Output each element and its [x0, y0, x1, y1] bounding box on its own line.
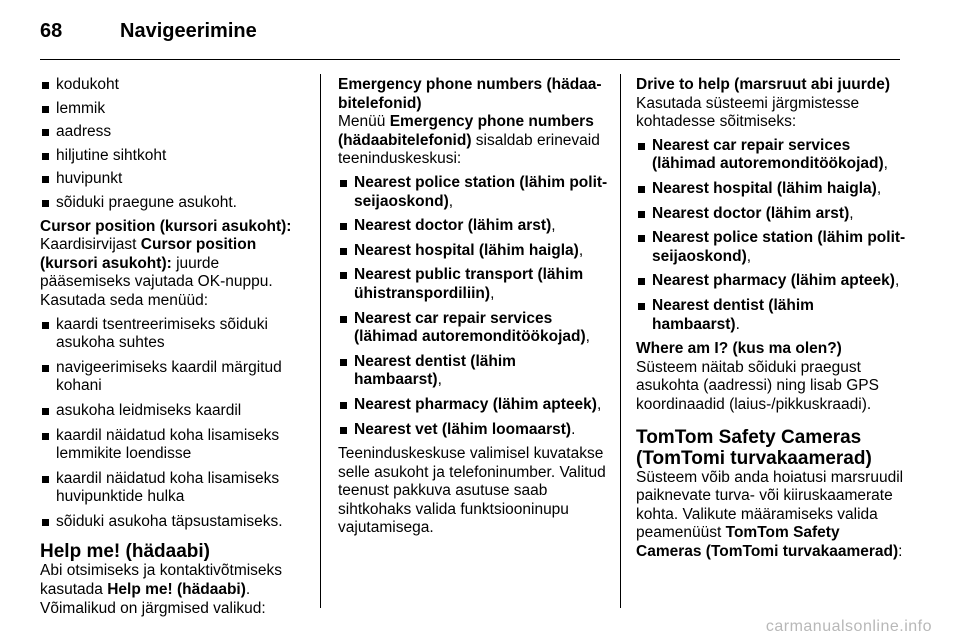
service-name: Nearest police station (lähim politseijaoskond): [652, 229, 906, 265]
text-run: ,: [578, 241, 584, 259]
help-me-heading: Help me! (hädaabi): [40, 541, 210, 563]
list-item: sõiduki praegune asukoht.: [40, 194, 312, 213]
tomtom-cameras-heading: TomTom Safety Cameras (TomTomi turvakaamerad): [636, 426, 872, 469]
cursor-position-heading: Cursor position (kursori asukoht):: [40, 217, 292, 235]
help-me-options-intro: Võimalikud on järgmised valikud:: [40, 599, 266, 617]
column-3: [636, 76, 906, 561]
service-name: Nearest car repair services (lähimad autoremonditöökojad): [354, 309, 586, 346]
text-run: .: [245, 581, 251, 599]
menu-name: Cursor position (kursori asukoht):: [40, 236, 257, 272]
emergency-numbers-heading: Emergency phone numbers (hädaabitelefonid): [338, 76, 602, 112]
text-run: ,: [490, 284, 495, 302]
list-item: [338, 217, 608, 236]
text-run: juurde pääsemiseks vajutada OK-nuppu. Kasutada seda menüüd:: [40, 254, 273, 309]
list-item: aadress: [40, 123, 312, 142]
list-item: kodukoht: [40, 76, 312, 95]
column-2: [338, 76, 608, 538]
service-name: Nearest pharmacy (lähim apteek): [354, 395, 597, 413]
list-item: [338, 396, 608, 415]
list-item: kaardil näidatud koha lisamiseks lemmikite loendisse: [40, 427, 312, 464]
header-rule: [40, 59, 900, 60]
list-item: asukoha leidmiseks kaardil: [40, 402, 312, 421]
where-am-i-text: Süsteem näitab sõiduki praegust asukohta (aadressi) ning lisab GPS koordinaadid (laius-/pikkuskraadi).: [636, 358, 879, 413]
service-name: Nearest car repair services (lähimad autoremonditöökojad): [652, 136, 884, 173]
list-item: [338, 266, 608, 303]
list-item: [338, 353, 608, 390]
text-run: Abi otsimiseks ja kontaktivõtmiseks kasutada: [40, 562, 283, 599]
service-name: Nearest doctor (lähim arst): [354, 217, 552, 235]
service-selection-text: Teeninduskeskuse valimisel kuvatakse selle asukoht ja telefoninumber. Valitud teenust pakkuva asutuse saab sihtkohaks valida funktsiooninupu vajutamisega.: [338, 445, 606, 537]
list-item: kaardil näidatud koha lisamiseks huvipunktide hulka: [40, 470, 312, 507]
emergency-numbers-text: [338, 113, 608, 169]
text-run: ,: [876, 179, 882, 197]
column-1: [40, 76, 312, 618]
text-run: ,: [585, 328, 590, 346]
text-run: ,: [551, 217, 556, 235]
service-name: Nearest dentist (lähim hambaarst): [652, 296, 814, 333]
menu-name: Help me! (hädaabi): [107, 581, 246, 599]
list-item: [636, 297, 906, 334]
text-run: Süsteem võib anda hoiatusi marsruudil paiknevate turva- või kiiruskaamerate kohta. Valikute määramiseks valida peamenüüst: [636, 468, 904, 542]
list-item: [636, 137, 906, 174]
list-item: navigeerimiseks kaardil märgitud kohani: [40, 359, 312, 396]
list-item: [338, 421, 608, 440]
list-item: kaardi tsentreerimiseks sõiduki asukoha suhtes: [40, 316, 312, 353]
text-run: .: [735, 315, 740, 333]
list-item: [636, 180, 906, 199]
help-me-text: [40, 562, 312, 599]
service-name: Nearest doctor (lähim arst): [652, 204, 850, 222]
drive-to-help-heading: Drive to help (marsruut abi juurde): [636, 76, 891, 93]
drive-to-help-text: Kasutada süsteemi järgmistesse kohtadesse sõitmiseks:: [636, 94, 860, 131]
page-header: [40, 18, 900, 58]
service-name: Nearest dentist (lähim hambaarst): [354, 352, 516, 389]
destination-type-list: [40, 76, 312, 213]
column-divider-2: [620, 74, 621, 608]
list-item: [338, 242, 608, 261]
list-item: lemmik: [40, 100, 312, 119]
service-name: Nearest hospital (lähim haigla): [354, 241, 579, 259]
text-run: Kaardisirvijast: [40, 236, 141, 254]
cursor-position-text: [40, 236, 312, 310]
text-run: .: [571, 420, 576, 438]
list-item: [338, 310, 608, 347]
tomtom-cameras-text: [636, 469, 906, 562]
text-run: ,: [448, 192, 454, 210]
list-item: [636, 205, 906, 224]
text-run: ,: [894, 272, 900, 290]
cursor-options-list: [40, 316, 312, 532]
text-run: sisaldab erinevaid teeninduskeskusi:: [338, 131, 600, 168]
service-name: Nearest police station (lähim politseijaoskond): [354, 173, 608, 210]
service-name: Nearest pharmacy (lähim apteek): [652, 272, 895, 290]
where-am-i-heading: Where am I? (kus ma olen?): [636, 340, 842, 358]
column-divider-1: [320, 74, 321, 608]
page-number: 68: [40, 20, 63, 42]
text-run: ,: [746, 247, 752, 265]
text-run: ,: [883, 155, 888, 173]
text-run: ,: [849, 204, 854, 222]
service-name: Nearest vet (lähim loomaarst): [354, 420, 572, 438]
list-item: [636, 272, 906, 291]
menu-name: TomTom Safety Cameras (TomTomi turvakaamerad): [636, 524, 899, 560]
list-item: huvipunkt: [40, 170, 312, 189]
emergency-services-list: [338, 174, 608, 439]
drive-to-help-list: [636, 137, 906, 334]
text-run: ,: [437, 371, 442, 389]
service-name: Nearest hospital (lähim haigla): [652, 179, 877, 197]
watermark: carmanualsonline.info: [765, 618, 932, 635]
menu-name: Emergency phone numbers (hädaabitelefonid): [338, 113, 594, 149]
text-run: Menüü: [338, 113, 390, 131]
text-run: ,: [596, 395, 602, 413]
service-name: Nearest public transport (lähim ühistranspordiliin): [354, 266, 584, 302]
list-item: hiljutine sihtkoht: [40, 147, 312, 166]
list-item: [338, 174, 608, 211]
list-item: sõiduki asukoha täpsustamiseks.: [40, 513, 312, 532]
page-title: Navigeerimine: [120, 20, 257, 42]
text-run: :: [898, 542, 903, 560]
list-item: [636, 229, 906, 266]
